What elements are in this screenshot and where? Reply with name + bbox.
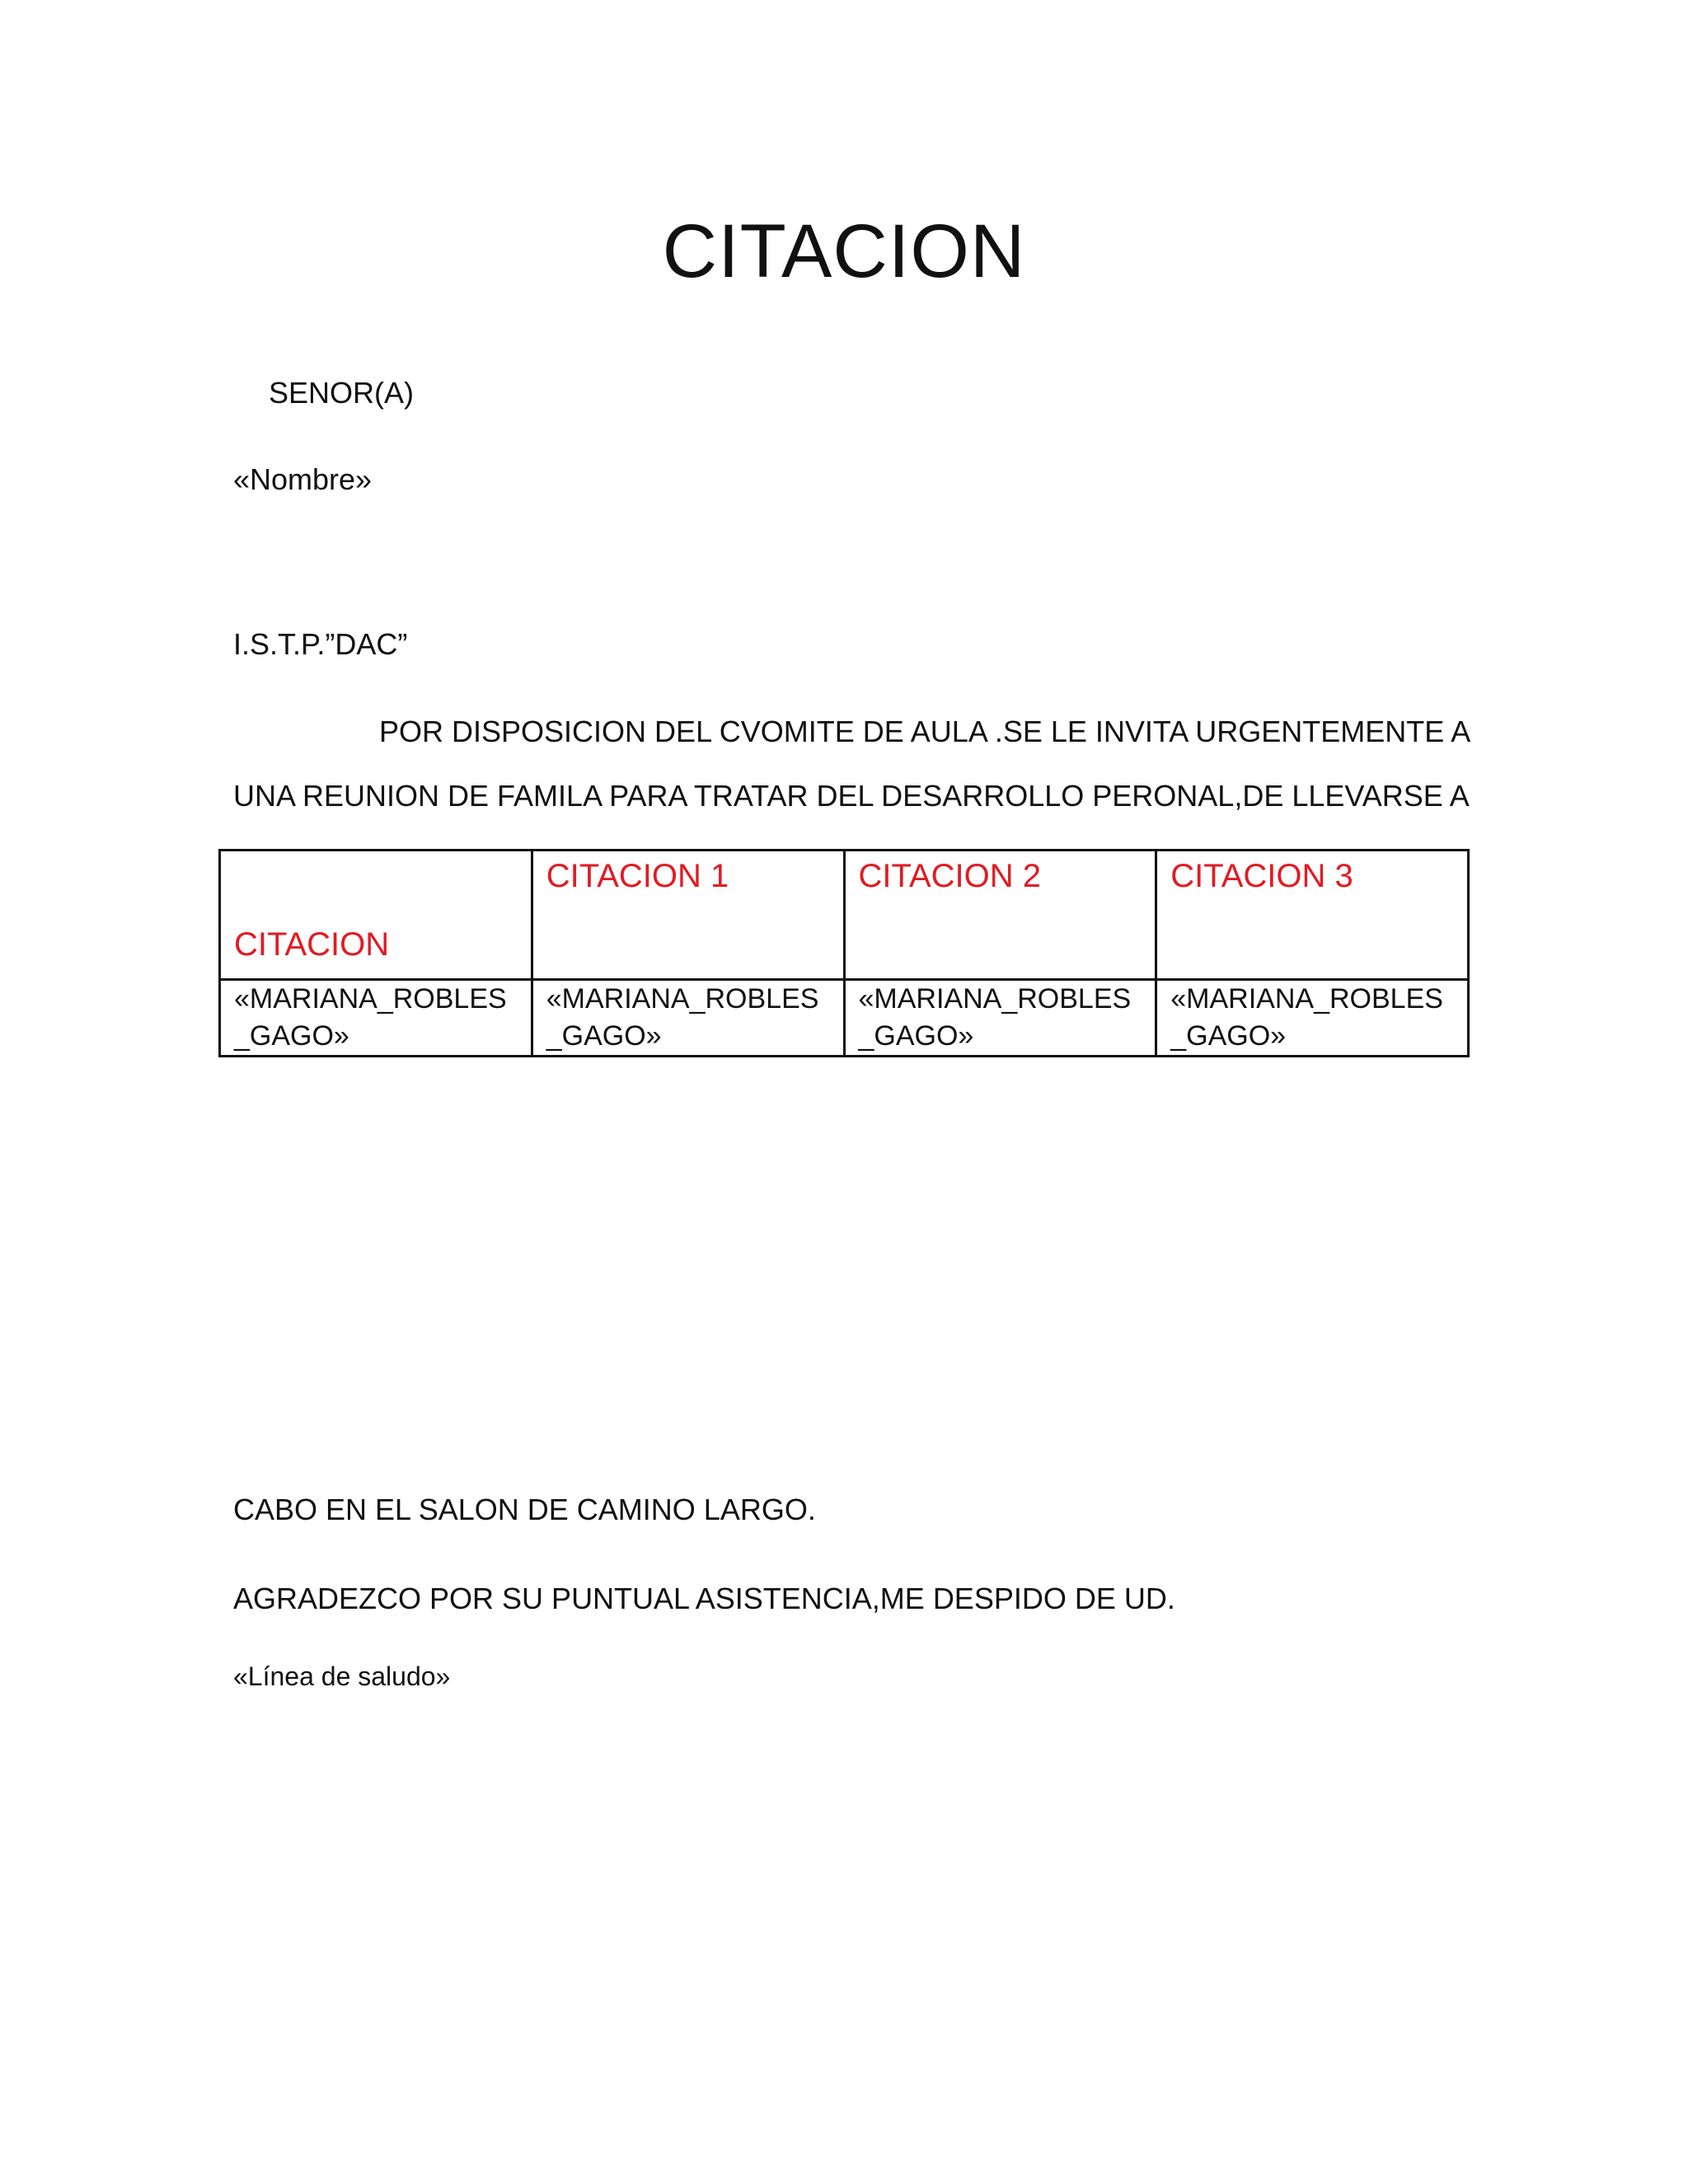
table-cell: «MARIANA_ROBLES_GAGO» [1156, 980, 1469, 1057]
table-cell: «MARIANA_ROBLES_GAGO» [532, 980, 844, 1057]
citation-table [218, 849, 1470, 1057]
body-line-3: CABO EN EL SALON DE CAMINO LARGO. [233, 1493, 816, 1526]
table-row [220, 980, 1469, 1057]
institution-name: I.S.T.P.”DAC” [233, 627, 408, 661]
table-header-cell: CITACION 3 [1156, 851, 1469, 980]
body-line-1: POR DISPOSICION DEL CVOMITE DE AULA .SE LE INVITA URGENTEMENTE A [379, 715, 1471, 748]
name-merge-field: «Nombre» [233, 462, 373, 496]
salutation-text: SENOR(A) [269, 376, 415, 410]
table-header-cell: CITACION 1 [532, 851, 844, 980]
table-cell: «MARIANA_ROBLES_GAGO» [844, 980, 1156, 1057]
closing-merge-field: «Línea de saludo» [233, 1661, 451, 1691]
table-header-cell: CITACION [220, 851, 532, 980]
thanks-text: AGRADEZCO POR SU PUNTUAL ASISTENCIA,ME DESPIDO DE UD. [233, 1582, 1175, 1615]
table-header-row [220, 851, 1469, 980]
document-title: CITACION [662, 209, 1026, 293]
table-cell: «MARIANA_ROBLES_GAGO» [220, 980, 532, 1057]
body-line-2: UNA REUNION DE FAMILA PARA TRATAR DEL DESARROLLO PERONAL,DE LLEVARSE A [233, 779, 1470, 813]
table-header-cell: CITACION 2 [844, 851, 1156, 980]
